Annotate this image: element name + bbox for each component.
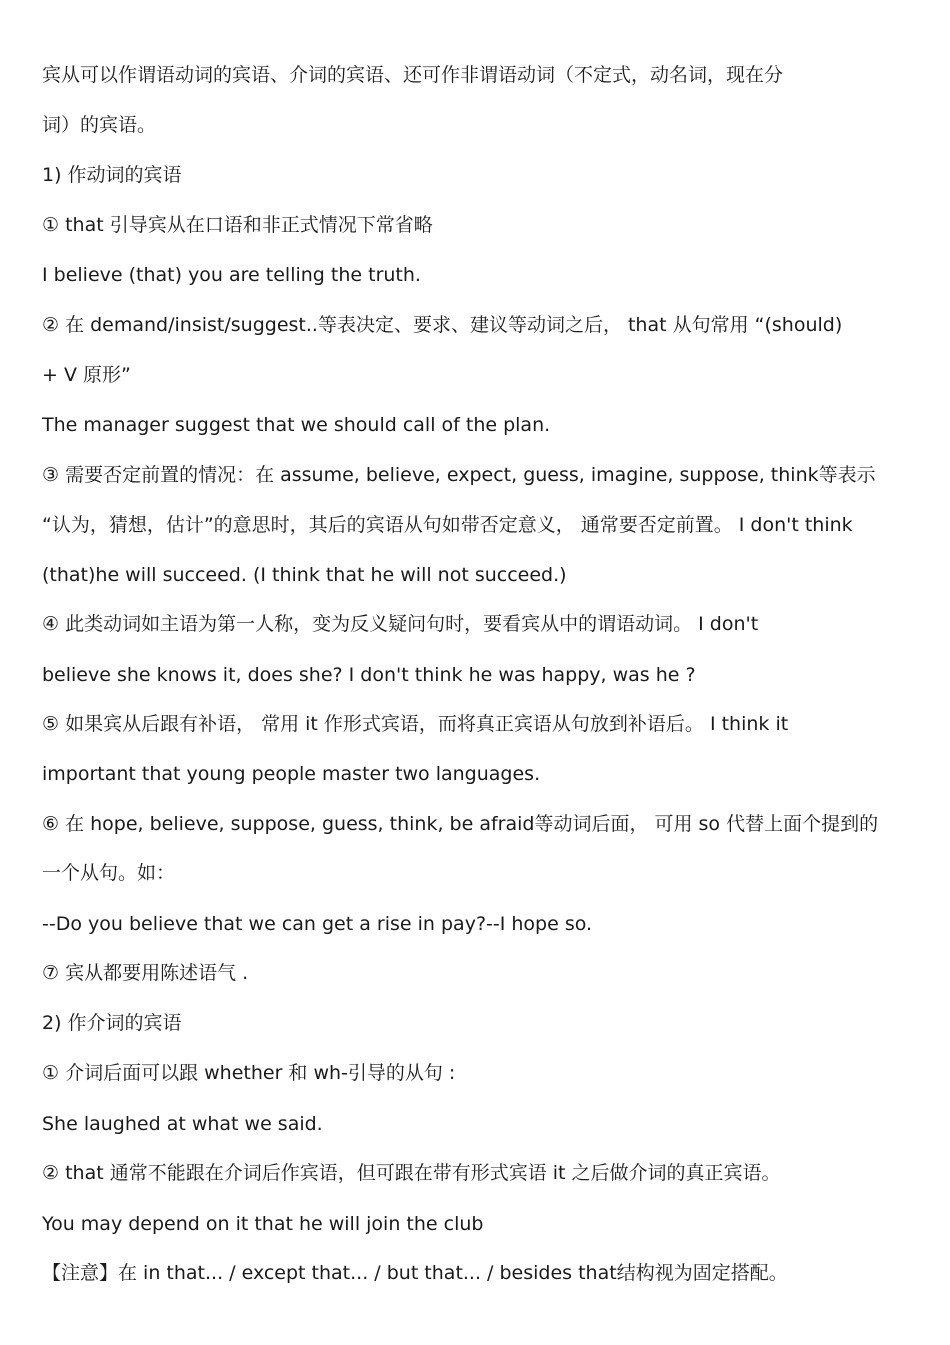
example-2: The manager suggest that we should call of the plan. <box>42 414 551 436</box>
rule-5-line-1: ⑤ 如果宾从后跟有补语， 常用 it 作形式宾语，而将真正宾语从句放到补语后。 I think it <box>42 713 789 735</box>
section-heading-prep-object: 2) 作介词的宾语 <box>42 1012 182 1034</box>
rule-3-line-1: ③ 需要否定前置的情况：在 assume, believe, expect, guess, imagine, suppose, think等表示 <box>42 464 876 486</box>
rule-3-line-2: “认为，猜想，估计”的意思时，其后的宾语从句如带否定意义， 通常要否定前置。 I don't think <box>42 514 853 536</box>
example-6: --Do you believe that we can get a rise in pay?--I hope so. <box>42 913 593 935</box>
section-heading-verb-object: 1) 作动词的宾语 <box>42 164 182 186</box>
rule-7: ⑦ 宾从都要用陈述语气 . <box>42 962 249 984</box>
note-line: 【注意】在 in that... / except that... / but that... / besides that结构视为固定搭配。 <box>42 1262 788 1284</box>
rule-2-line-2: + V 原形” <box>42 364 131 386</box>
text-line-intro-2: 词）的宾语。 <box>42 114 157 136</box>
rule-5-line-2: important that young people master two languages. <box>42 763 541 785</box>
rule-6-line-2: 一个从句。如： <box>42 862 176 884</box>
prep-example-2: You may depend on it that he will join the club <box>42 1213 484 1235</box>
rule-3-line-3: (that)he will succeed. (I think that he will not succeed.) <box>42 564 567 586</box>
prep-rule-1: ① 介词后面可以跟 whether 和 wh-引导的从句 : <box>42 1062 456 1084</box>
rule-4-line-1: ④ 此类动词如主语为第一人称，变为反义疑问句时，要看宾从中的谓语动词。 I don't <box>42 613 759 635</box>
rule-4-line-2: believe she knows it, does she? I don't think he was happy, was he ? <box>42 664 696 686</box>
text-line-intro-1: 宾从可以作谓语动词的宾语、介词的宾语、还可作非谓语动词（不定式，动名词，现在分 <box>42 64 784 86</box>
example-1: I believe (that) you are telling the truth. <box>42 264 421 286</box>
rule-2-line-1: ② 在 demand/insist/suggest..等表决定、要求、建议等动词之后， that 从句常用 “(should) <box>42 314 843 336</box>
prep-example-1: She laughed at what we said. <box>42 1113 323 1135</box>
prep-rule-2: ② that 通常不能跟在介词后作宾语，但可跟在带有形式宾语 it 之后做介词的真正宾语。 <box>42 1162 781 1184</box>
rule-1: ① that 引导宾从在口语和非正式情况下常省略 <box>42 214 433 236</box>
rule-6-line-1: ⑥ 在 hope, believe, suppose, guess, think, be afraid等动词后面， 可用 so 代替上面个提到的 <box>42 813 879 835</box>
